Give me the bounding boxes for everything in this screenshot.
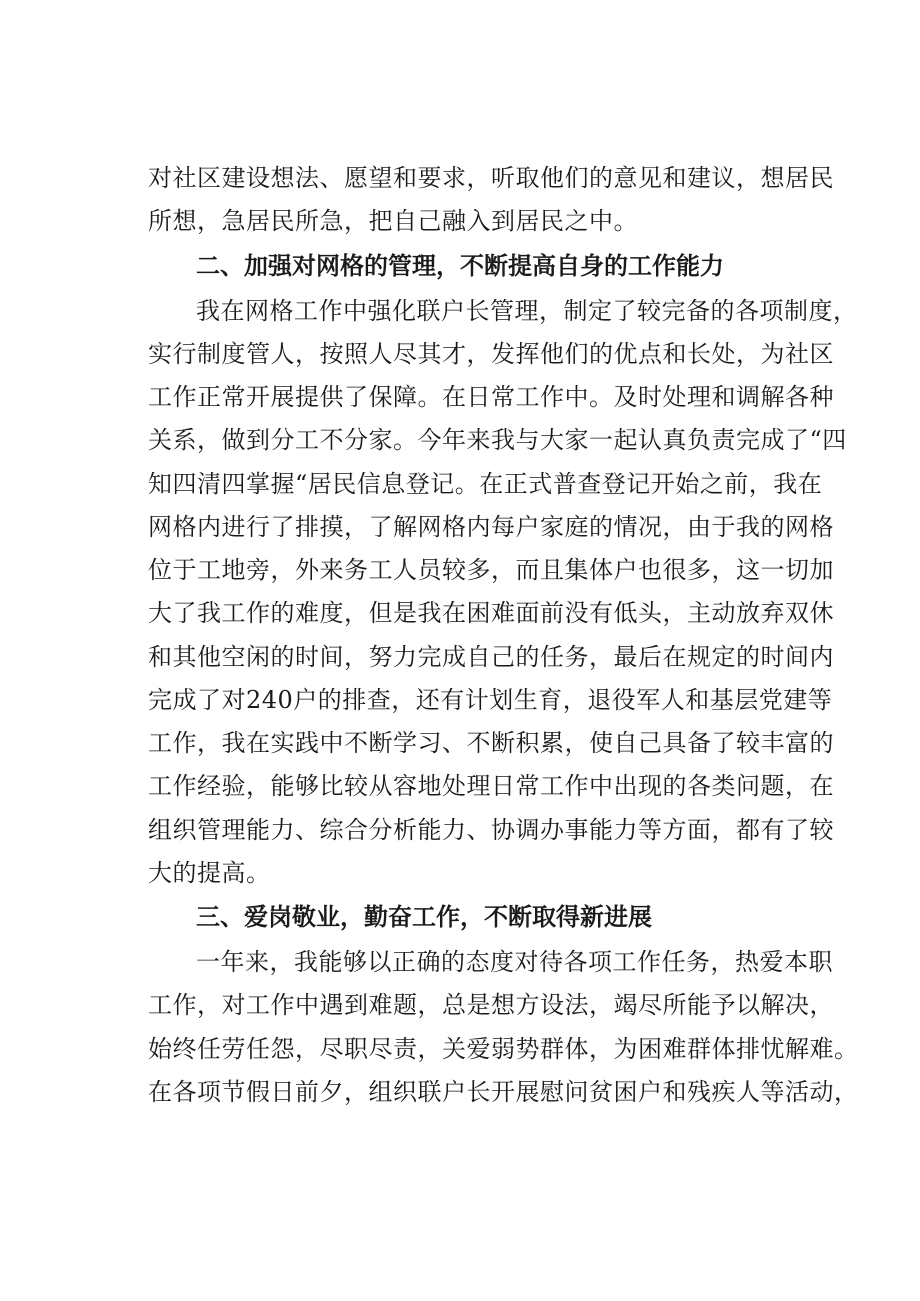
paragraph-line: 位于工地旁，外来务工人员较多，而且集体户也很多，这一切加 bbox=[148, 556, 834, 584]
paragraph-line: 一年来，我能够以正确的态度对待各项工作任务，热爱本职 bbox=[196, 948, 833, 976]
paragraph-line: 实行制度管人，按照人尽其才，发挥他们的优点和长处，为社区 bbox=[148, 340, 834, 368]
paragraph-line: 组织管理能力、综合分析能力、协调办事能力等方面，都有了较 bbox=[148, 816, 834, 844]
paragraph-line: 工作经验，能够比较从容地处理日常工作中出现的各类问题，在 bbox=[148, 772, 834, 800]
paragraph-line: 在各项节假日前夕，组织联户长开展慰问贫困户和残疾人等活动， bbox=[148, 1078, 859, 1106]
paragraph-line: 大的提高。 bbox=[148, 859, 271, 887]
paragraph-line: 大了我工作的难度，但是我在困难面前没有低头，主动放弃双休 bbox=[148, 599, 834, 627]
paragraph-line: 和其他空闲的时间，努力完成自己的任务，最后在规定的时间内 bbox=[148, 643, 834, 671]
paragraph-line: 始终任劳任怨，尽职尽责，关爱弱势群体，为困难群体排忧解难。 bbox=[148, 1035, 859, 1063]
paragraph-line: 工作，我在实践中不断学习、不断积累，使自己具备了较丰富的 bbox=[148, 729, 834, 757]
paragraph-line: 完成了对240户的排查，还有计划生育，退役军人和基层党建等 bbox=[148, 686, 833, 714]
paragraph-line: 工作，对工作中遇到难题，总是想方设法，竭尽所能予以解决， bbox=[148, 991, 834, 1019]
section-heading: 三、爱岗敬业，勤奋工作，不断取得新进展 bbox=[196, 903, 652, 931]
paragraph-line: 知四清四掌握“居民信息登记。在正式普查登记开始之前，我在 bbox=[148, 470, 823, 498]
paragraph-line: 关系，做到分工不分家。今年来我与大家一起认真负责完成了“四 bbox=[148, 426, 847, 454]
section-heading: 二、加强对网格的管理，不断提高自身的工作能力 bbox=[196, 252, 724, 280]
paragraph-line: 我在网格工作中强化联户长管理，制定了较完备的各项制度， bbox=[196, 297, 858, 325]
paragraph-line: 网格内进行了排摸，了解网格内每户家庭的情况，由于我的网格 bbox=[148, 513, 834, 541]
paragraph-line: 所想，急居民所急，把自己融入到居民之中。 bbox=[148, 207, 638, 235]
paragraph-line: 对社区建设想法、愿望和要求，听取他们的意见和建议，想居民 bbox=[148, 164, 834, 192]
paragraph-line: 工作正常开展提供了保障。在日常工作中。及时处理和调解各种 bbox=[148, 383, 834, 411]
